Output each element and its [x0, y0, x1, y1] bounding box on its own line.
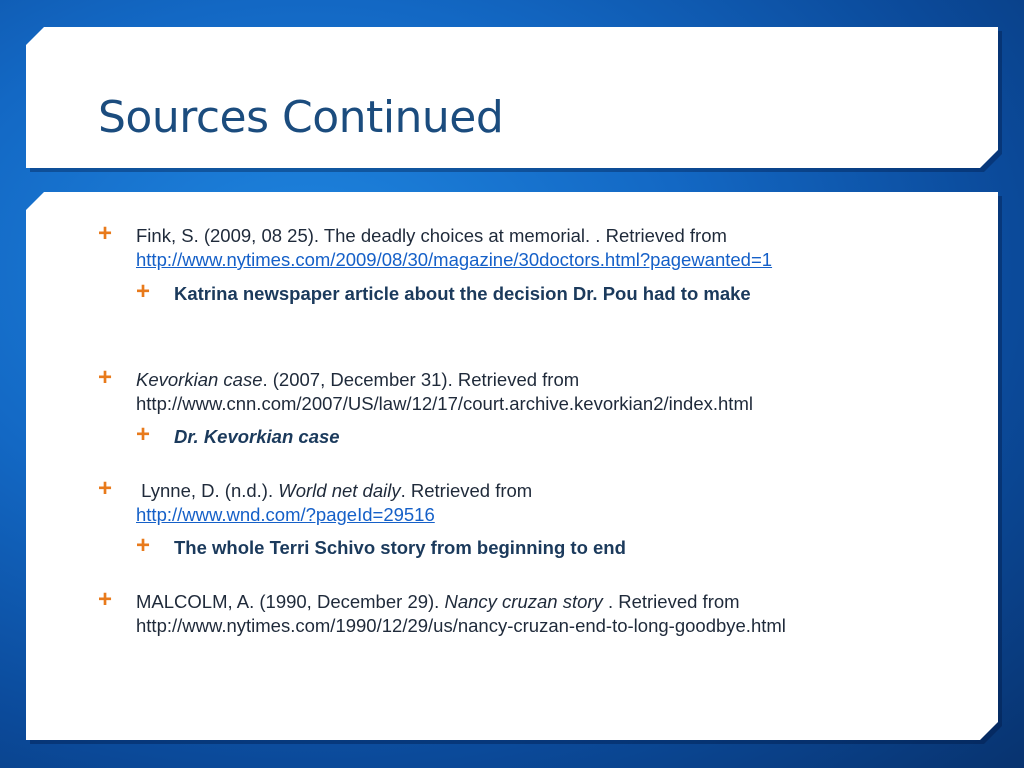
source-citation	[136, 590, 948, 638]
source-link[interactable]: http://www.nytimes.com/2009/08/30/magazine/30doctors.html?pagewanted=1	[136, 249, 773, 270]
source-item-kevorkian	[98, 364, 948, 416]
citation-title: Nancy cruzan story	[444, 591, 603, 612]
source-note-lynne	[136, 532, 946, 560]
plus-bullet-icon: +	[136, 278, 151, 305]
plus-bullet-icon: +	[136, 532, 151, 559]
citation-text: . Retrieved from	[400, 480, 533, 501]
citation-title: World net daily	[278, 480, 401, 501]
citation-text: . Retrieved from	[602, 591, 740, 612]
note-text: Katrina newspaper article about the decision Dr. Pou had to make	[174, 283, 751, 304]
source-item-fink	[98, 220, 948, 272]
citation-title: Kevorkian case	[136, 369, 263, 390]
source-citation	[136, 479, 948, 527]
source-url: http://www.cnn.com/2007/US/law/12/17/court.archive.kevorkian2/index.html	[136, 393, 753, 414]
source-citation	[136, 368, 948, 416]
plus-bullet-icon: +	[98, 364, 113, 391]
source-url: http://www.nytimes.com/1990/12/29/us/nancy-cruzan-end-to-long-goodbye.html	[136, 615, 786, 636]
source-item-malcolm	[98, 586, 948, 638]
source-citation	[136, 224, 948, 272]
plus-bullet-icon: +	[136, 421, 151, 448]
source-item-lynne	[98, 475, 948, 527]
plus-bullet-icon: +	[98, 586, 113, 613]
content-panel	[26, 192, 998, 740]
citation-text: Fink, S. (2009, 08 25). The deadly choices at memorial. . Retrieved from	[136, 225, 727, 246]
source-note-kevorkian	[136, 421, 946, 449]
source-link[interactable]: http://www.wnd.com/?pageId=29516	[136, 504, 435, 525]
slide-title: Sources Continued	[98, 92, 504, 143]
plus-bullet-icon: +	[98, 475, 113, 502]
citation-text: Lynne, D. (n.d.).	[141, 480, 274, 501]
note-text: The whole Terri Schivo story from beginning to end	[174, 537, 626, 558]
citation-text: MALCOLM, A. (1990, December 29).	[136, 591, 440, 612]
plus-bullet-icon: +	[98, 220, 113, 247]
citation-text: . (2007, December 31). Retrieved from	[262, 369, 580, 390]
note-text: Dr. Kevorkian case	[174, 426, 340, 447]
source-note-fink	[136, 278, 946, 306]
